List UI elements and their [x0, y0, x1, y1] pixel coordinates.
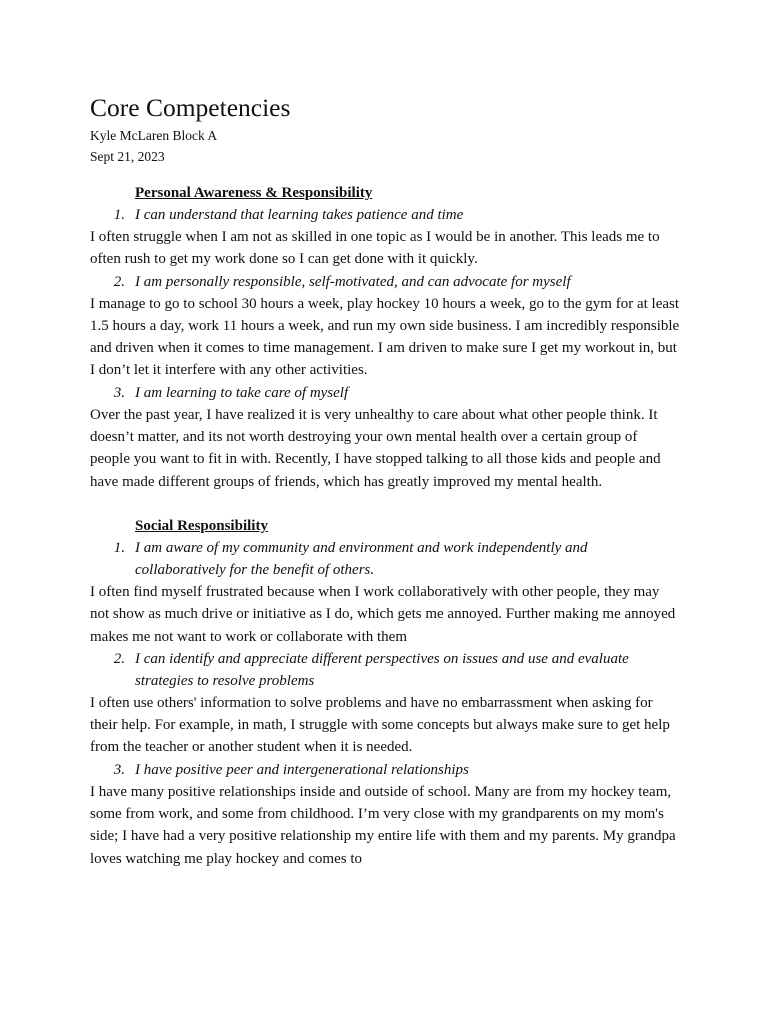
response-paragraph: I manage to go to school 30 hours a week, play hockey 10 hours a week, go to the gym for at least 1.5 hours a day, work 11 hours a week, and run my own side business. I am incredibly responsible and driven when it comes to time management. I am driven to make sure I get my workout in, but I don’t let it interfere with any other activities. — [90, 295, 680, 379]
list-number: 2. — [113, 273, 125, 290]
statement-text: I am personally responsible, self-motivated, and can advocate for myself — [135, 273, 571, 290]
list-number: 1. — [113, 539, 125, 556]
competency-statement — [90, 648, 680, 692]
statement-text: I have positive peer and intergenerational relationships — [135, 761, 469, 778]
list-number: 3. — [113, 384, 125, 401]
section-heading-social-responsibility: Social Responsibility — [135, 517, 268, 534]
competency-statement — [90, 537, 680, 581]
document-title: Core Competencies — [90, 93, 291, 122]
response-paragraph: I often use others' information to solve problems and have no embarrassment when asking for their help. For example, in math, I struggle with some concepts but always make sure to get help from the teacher or another student when it is needed. — [90, 694, 670, 756]
statement-text: I can identify and appreciate different perspectives on issues and use and evaluate strategies to resolve problems — [135, 650, 629, 689]
author-line: Kyle McLaren Block A — [90, 128, 218, 143]
section-heading-personal-awareness: Personal Awareness & Responsibility — [135, 185, 373, 201]
competency-statement — [90, 759, 680, 781]
statement-text: I am aware of my community and environment and work independently and collaboratively for the benefit of others. — [135, 539, 588, 578]
response-paragraph: I often struggle when I am not as skilled in one topic as I would be in another. This leads me to often rush to get my work done so I can get done with it quickly. — [90, 229, 660, 268]
competency-statement — [90, 271, 680, 293]
response-paragraph: I have many positive relationships inside and outside of school. Many are from my hockey team, some from work, and some from childhood. I’m very close with my grandparents on my mom's side; I have had a very positive relationship my entire life with them and my parents. My grandpa loves watching me play hockey and comes to — [90, 783, 676, 867]
competency-statement — [90, 382, 680, 404]
competency-statement — [90, 204, 680, 226]
document-body — [90, 92, 680, 870]
statement-text: I can understand that learning takes patience and time — [135, 207, 464, 223]
document-date: Sept 21, 2023 — [90, 149, 165, 164]
list-number: 1. — [113, 207, 125, 223]
response-paragraph: I often find myself frustrated because when I work collaboratively with other people, they may not show as much drive or initiative as I do, which gets me annoyed. Further making me annoyed makes me not want to work or collaborate with them — [90, 583, 676, 645]
list-number: 2. — [113, 650, 125, 667]
statement-text: I am learning to take care of myself — [135, 384, 349, 401]
response-paragraph: Over the past year, I have realized it is very unhealthy to care about what other people think. It doesn’t matter, and its not worth destroying your own mental health over a certain group of people you want to fit in with. Recently, I have stopped talking to all those kids and people and have made different groups of friends, which has greatly improved my mental health. — [90, 406, 661, 490]
list-number: 3. — [113, 761, 125, 778]
